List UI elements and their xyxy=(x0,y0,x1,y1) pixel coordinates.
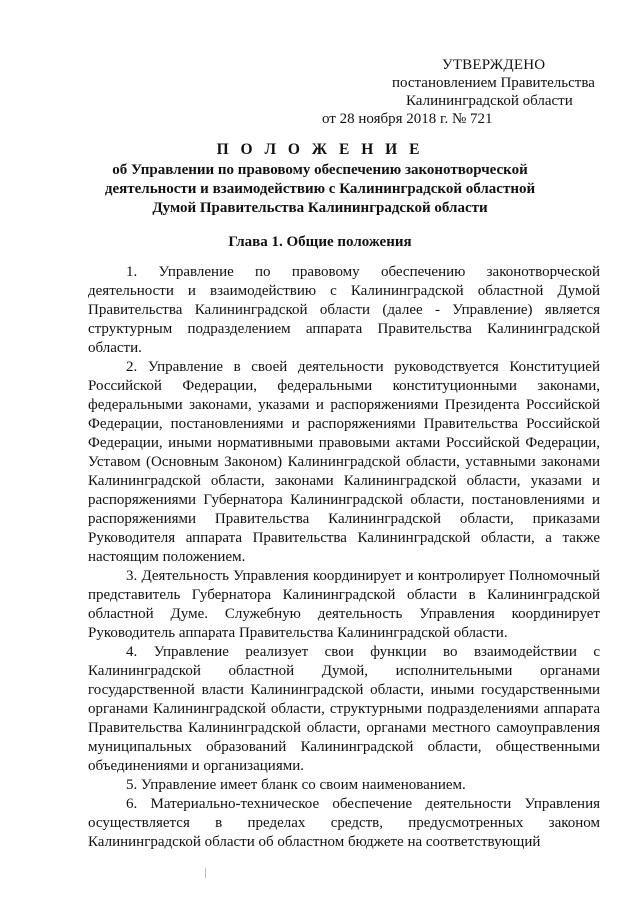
paragraph-5: 5. Управление имеет бланк со своим наименованием. xyxy=(126,777,466,793)
approval-stamp xyxy=(322,56,612,128)
scan-artifact xyxy=(205,868,206,878)
chapter-heading: Глава 1. Общие положения xyxy=(228,234,412,250)
document-subtitle: об Управлении по правовому обеспечению законотворческой деятельности и взаимодействию с Калининградской областной Думой Правительства Калининградской области xyxy=(104,162,536,216)
approval-line-2: Калининградской области xyxy=(406,93,573,109)
paragraph-4: 4. Управление реализует свои функции во взаимодействии с Калининградской областной Думой, исполнительными органами государственной власти Калининградской области, иными государственными органами Калининградской области, структурными подразделениями аппарата Правительства Калининградской области, органами местного самоуправления муниципальных образований Калининградской области, общественными объединениями и организациями. xyxy=(88,644,600,774)
document-body xyxy=(88,263,600,852)
paragraph-3: 3. Деятельность Управления координирует и контролирует Полномочный представитель Губернатора Калининградской области в Калининградской областной Думе. Служебную деятельность Управления координирует Руководитель аппарата Правительства Калининградской области. xyxy=(88,568,600,641)
paragraph-6: 6. Материально-техническое обеспечение деятельности Управления осуществляется в пределах средств, предусмотренных законом Калининградской области об областном бюджете на соответствующий xyxy=(88,796,600,850)
paragraph-2: 2. Управление в своей деятельности руководствуется Конституцией Российской Федерации, федеральными конституционными законами, федеральными законами, указами и распоряжениями Президента Российской Федерации, постановлениями и распоряжениями Правительства Российской Федерации, иными нормативными правовыми актами Российской Федерации, Уставом (Основным Законом) Калининградской области, уставными законами Калининградской области, законами Калининградской области, указами и распоряжениями Губернатора Калининградской области, постановлениями и распоряжениями Правительства Калининградской области, приказами Руководителя аппарата Правительства Калининградской области, а также настоящим положением. xyxy=(88,359,600,565)
document-title: П О Л О Ж Е Н И Е xyxy=(216,141,424,158)
approval-line-1: постановлением Правительства xyxy=(392,75,595,91)
approval-title: УТВЕРЖДЕНО xyxy=(442,57,546,73)
paragraph-1: 1. Управление по правовому обеспечению законотворческой деятельности и взаимодействию с Калининградской областной Думой Правительства Калининградской области (далее - Управление) является структурным подразделением аппарата Правительства Калининградской области. xyxy=(88,264,600,356)
approval-date-number: от 28 ноября 2018 г. № 721 xyxy=(322,111,493,127)
